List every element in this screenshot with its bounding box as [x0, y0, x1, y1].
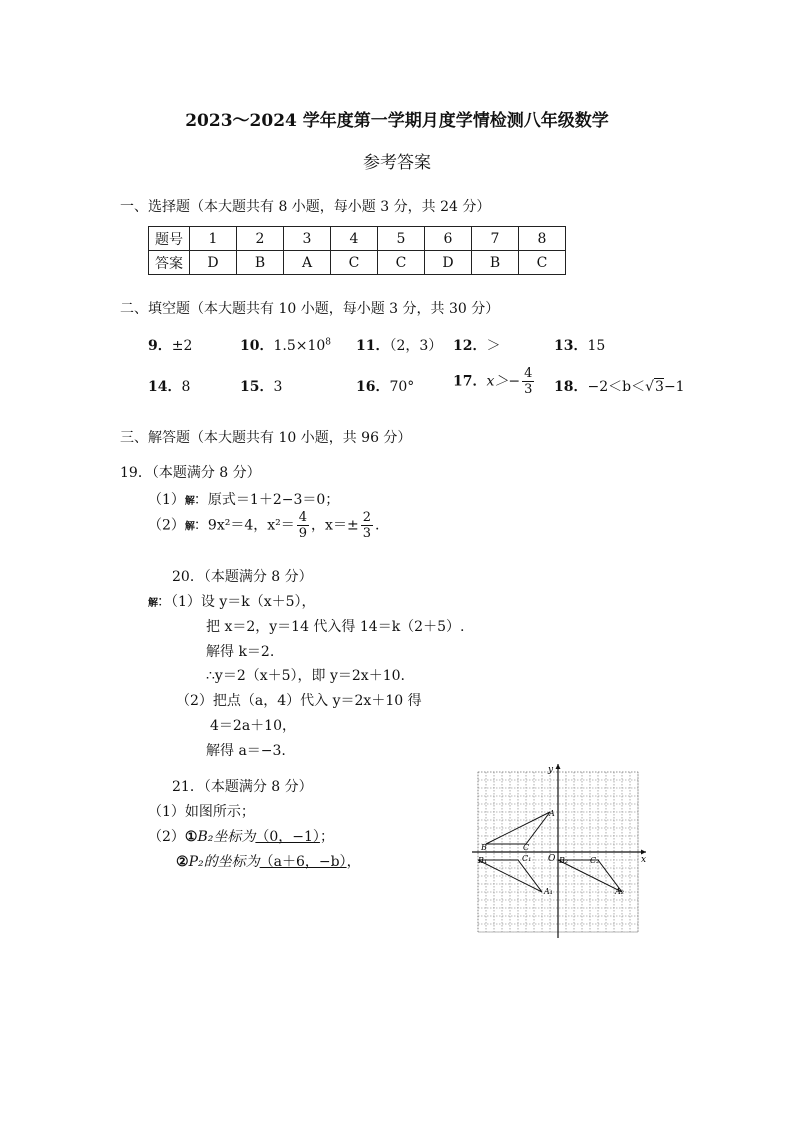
table-cell: B: [237, 251, 284, 275]
label-b1: B₁: [478, 856, 488, 865]
table-cell: A: [284, 251, 331, 275]
table-cell: D: [425, 251, 472, 275]
table-row: [149, 251, 566, 275]
section1-heading: 一、选择题（本大题共有 8 小题，每小题 3 分，共 24 分）: [120, 199, 491, 215]
page-subtitle: 参考答案: [363, 153, 431, 173]
table-cell: 7: [472, 227, 519, 251]
q20-line5: （2）把点（a，4）代入 y＝2x＋10 得: [176, 693, 422, 709]
q17-answer: 17．x＞− $\frac{4}{3}$: [453, 366, 533, 397]
q20-line4: ∴y＝2（x＋5），即 y＝2x＋10.: [206, 668, 405, 684]
table-cell: 4: [331, 227, 378, 251]
q13-answer: 13．15: [554, 338, 606, 354]
q19-part2: （2）解：9x²＝4，x²＝ $\frac{4}{9}$ ，x＝± $\frac{2}{3}$ .: [148, 510, 380, 541]
label-b: B: [481, 843, 487, 852]
table-row-label: 题号: [149, 227, 190, 251]
q16-answer: 16．70°: [356, 379, 415, 395]
table-cell: 8: [519, 227, 566, 251]
coordinate-grid-figure: [470, 760, 655, 940]
q19-part1: （1）解：原式＝1＋2−3＝0；: [148, 492, 340, 508]
table-cell: C: [519, 251, 566, 275]
table-cell: C: [378, 251, 425, 275]
x-axis-arrow: [641, 850, 646, 855]
section2-heading: 二、填空题（本大题共有 10 小题，每小题 3 分，共 30 分）: [120, 301, 500, 317]
q17-fraction: $\frac{4}{3}$: [524, 366, 533, 397]
q19-heading: 19．（本题满分 8 分）: [120, 465, 261, 481]
q10-answer: 10．$1.5\times 10^8$: [240, 337, 332, 354]
section3-heading: 三、解答题（本大题共有 10 小题，共 96 分）: [120, 430, 412, 446]
table-cell: 5: [378, 227, 425, 251]
q20-line6: 4＝2a＋10，: [210, 718, 296, 734]
table-cell: 2: [237, 227, 284, 251]
q20-line2: 把 x＝2，y＝14 代入得 14＝k（2＋5）.: [206, 619, 465, 635]
q12-answer: 12．＞: [453, 338, 501, 354]
q21-line3: ②P₂的坐标为（a＋6，−b），: [176, 854, 361, 870]
page-title: 2023～2024 学年度第一学期月度学情检测八年级数学: [185, 111, 609, 131]
label-c1: C₁: [522, 854, 532, 863]
table-cell: 3: [284, 227, 331, 251]
y-axis-arrow: [556, 764, 561, 769]
table-row-label: 答案: [149, 251, 190, 275]
q14-answer: 14．8: [148, 379, 191, 395]
label-b2: B₂: [559, 856, 569, 865]
table-cell: B: [472, 251, 519, 275]
answer-table: [148, 226, 566, 275]
table-row: [149, 227, 566, 251]
label-a: A: [549, 809, 555, 818]
q9-answer: 9．±2: [148, 338, 193, 354]
label-a2: A₂: [615, 887, 624, 896]
table-cell: C: [331, 251, 378, 275]
q20-line1: 解：（1）设 y＝k（x＋5），: [148, 594, 316, 610]
x-axis-label: x: [641, 855, 647, 865]
label-c2: C₂: [590, 856, 600, 865]
table-cell: D: [190, 251, 237, 275]
y-axis-label: y: [548, 765, 554, 775]
q15-answer: 15．3: [240, 379, 283, 395]
origin-label: O: [548, 854, 556, 864]
sqrt-symbol: √: [645, 379, 655, 395]
q20-line3: 解得 k＝2.: [206, 644, 275, 660]
label-c: C: [523, 843, 530, 852]
q11-answer: 11．（2，3）: [356, 338, 443, 354]
label-a1: A₁: [544, 887, 553, 896]
table-cell: 6: [425, 227, 472, 251]
table-cell: 1: [190, 227, 237, 251]
q18-answer: 18．−2＜b＜√3−1: [554, 379, 685, 395]
q20-heading: 20．（本题满分 8 分）: [172, 569, 313, 585]
q21-heading: 21．（本题满分 8 分）: [172, 779, 313, 795]
q21-line2: （2）①B₂坐标为（0，−1）；: [148, 829, 334, 845]
q21-line1: （1）如图所示；: [148, 804, 255, 820]
q20-line7: 解得 a＝−3.: [206, 743, 286, 759]
